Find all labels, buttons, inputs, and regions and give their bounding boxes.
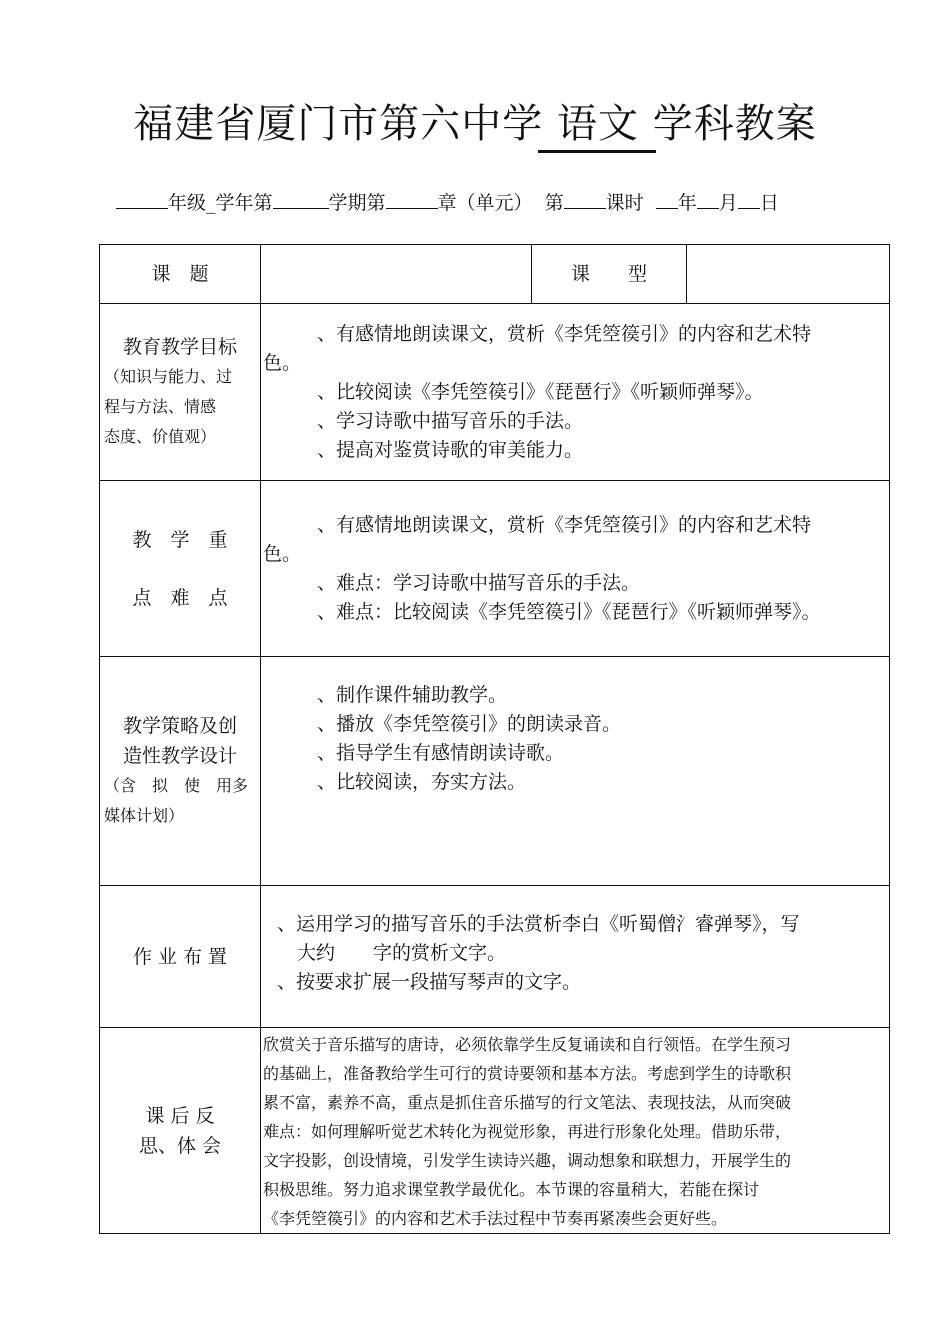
meta-grade: 年级 bbox=[168, 192, 207, 214]
key-points-content bbox=[261, 481, 890, 657]
meta-year: 年 bbox=[677, 192, 697, 214]
key-points-label bbox=[100, 481, 261, 657]
reflection-line-4: 难点：如何理解听觉艺术转化为视觉形象，再进行形象化处理。借助乐带， bbox=[263, 1122, 792, 1141]
type-value[interactable] bbox=[687, 245, 890, 304]
goals-label-sub-2: 程与方法、情感 bbox=[104, 397, 217, 416]
goals-item-1-cont: 色。 bbox=[263, 351, 302, 374]
goals-label bbox=[100, 304, 261, 481]
reflection-line-1: 欣赏关于音乐描写的唐诗，必须依靠学生反复诵读和自行领悟。在学生预习 bbox=[263, 1035, 792, 1054]
strategy-item-4: 、比较阅读，夯实方法。 bbox=[317, 771, 527, 793]
meta-month: 月 bbox=[718, 192, 738, 214]
lesson-plan-table bbox=[99, 244, 890, 1234]
strategy-content bbox=[261, 657, 890, 886]
key-points-item-3: 、难点：比较阅读《李凭箜篌引》《琵琶行》《听颖师弹琴》。 bbox=[317, 600, 821, 623]
reflection-line-2: 的基础上，准备教给学生可行的赏诗要领和基本方法。考虑到学生的诗歌积 bbox=[263, 1064, 792, 1083]
reflection-row bbox=[100, 1028, 890, 1234]
title-school: 福建省厦门市第六中学 bbox=[133, 101, 544, 147]
semester-blank[interactable] bbox=[386, 192, 438, 209]
day-blank[interactable] bbox=[738, 192, 760, 209]
reflection-line-7: 《李凭箜篌引》的内容和艺术手法过程中节奏再紧凑些会更好些。 bbox=[263, 1209, 728, 1228]
meta-day: 日 bbox=[759, 192, 779, 214]
meta-chapter: 章（单元） bbox=[437, 192, 533, 214]
topic-value[interactable] bbox=[261, 245, 532, 304]
homework-item-2: 、按要求扩展一段描写琴声的文字。 bbox=[277, 971, 582, 993]
grade-blank[interactable] bbox=[116, 192, 168, 209]
header-row bbox=[100, 245, 890, 304]
strategy-label-2: 造性教学设计 bbox=[122, 745, 237, 767]
strategy-label-3: （含 拟 使 用多 bbox=[104, 776, 249, 795]
reflection-label-1: 课 后 反 bbox=[145, 1104, 215, 1127]
strategy-item-2: 、播放《李凭箜篌引》的朗读录音。 bbox=[317, 713, 622, 735]
meta-lesson: 课时 bbox=[605, 192, 644, 214]
goals-label-sub-1: （知识与能力、过 bbox=[104, 367, 233, 386]
key-points-item-1-cont: 色。 bbox=[263, 542, 302, 565]
title-subject: 语文 bbox=[557, 101, 639, 147]
topic-label: 课 题 bbox=[100, 245, 261, 304]
strategy-item-1: 、制作课件辅助教学。 bbox=[317, 684, 508, 706]
homework-item-1-cont: 大约 字的赏析文字。 bbox=[297, 942, 507, 964]
month-blank[interactable] bbox=[697, 192, 719, 209]
lesson-blank[interactable] bbox=[564, 192, 606, 209]
meta-school-year: 学年第 bbox=[215, 192, 273, 214]
key-points-row bbox=[100, 481, 890, 657]
homework-row bbox=[100, 886, 890, 1028]
reflection-label-2: 思、体 会 bbox=[138, 1134, 222, 1157]
strategy-label-4: 媒体计划） bbox=[104, 806, 185, 825]
strategy-row bbox=[100, 657, 890, 886]
homework-label: 作 业 布 置 bbox=[100, 886, 261, 1028]
goals-item-3: 、学习诗歌中描写音乐的手法。 bbox=[317, 409, 584, 432]
homework-content bbox=[261, 886, 890, 1028]
subject-underline bbox=[538, 150, 656, 153]
reflection-line-3: 累不富，素养不高，重点是抓住音乐描写的行文笔法、表现技法，从而突破 bbox=[263, 1093, 792, 1112]
goals-label-sub-3: 态度、价值观） bbox=[104, 427, 217, 446]
reflection-line-5: 文字投影，创设情境，引发学生读诗兴趣，调动想象和联想力，开展学生的 bbox=[263, 1151, 792, 1170]
meta-semester: 学期第 bbox=[328, 192, 386, 214]
strategy-item-3: 、指导学生有感情朗读诗歌。 bbox=[317, 742, 565, 764]
meta-lesson-prefix: 第 bbox=[544, 192, 564, 214]
homework-item-1: 、运用学习的描写音乐的手法赏析李白《听蜀僧氵睿弹琴》，写 bbox=[277, 913, 800, 935]
year-blank[interactable] bbox=[656, 192, 678, 209]
strategy-label-1: 教学策略及创 bbox=[122, 715, 237, 737]
lesson-meta-line: 年级_学年第 学期第 章（单元） 第 课时 年 月 日 bbox=[116, 188, 779, 215]
goals-item-2: 、比较阅读《李凭箜篌引》《琵琶行》《听颖师弹琴》。 bbox=[317, 380, 764, 403]
goals-content bbox=[261, 304, 890, 481]
goals-item-1: 、有感情地朗读课文，赏析《李凭箜篌引》的内容和艺术特 bbox=[317, 322, 812, 345]
key-points-label-2: 点 难 点 bbox=[132, 586, 228, 609]
key-points-item-1: 、有感情地朗读课文，赏析《李凭箜篌引》的内容和艺术特 bbox=[317, 513, 812, 536]
goals-item-4: 、提高对鉴赏诗歌的审美能力。 bbox=[317, 438, 584, 461]
reflection-line-6: 积极思维。努力追求课堂教学最优化。本节课的容量稍大，若能在探讨 bbox=[263, 1180, 760, 1199]
goals-row bbox=[100, 304, 890, 481]
goals-label-main: 教育教学目标 bbox=[122, 336, 237, 358]
school-year-blank[interactable] bbox=[273, 192, 329, 209]
page-title bbox=[0, 92, 950, 149]
strategy-label bbox=[100, 657, 261, 886]
title-suffix: 学科教案 bbox=[652, 101, 817, 147]
reflection-label bbox=[100, 1028, 261, 1234]
type-label: 课 型 bbox=[532, 245, 687, 304]
key-points-label-1: 教 学 重 bbox=[132, 528, 228, 551]
reflection-content bbox=[261, 1028, 890, 1234]
key-points-item-2: 、难点：学习诗歌中描写音乐的手法。 bbox=[317, 571, 641, 594]
